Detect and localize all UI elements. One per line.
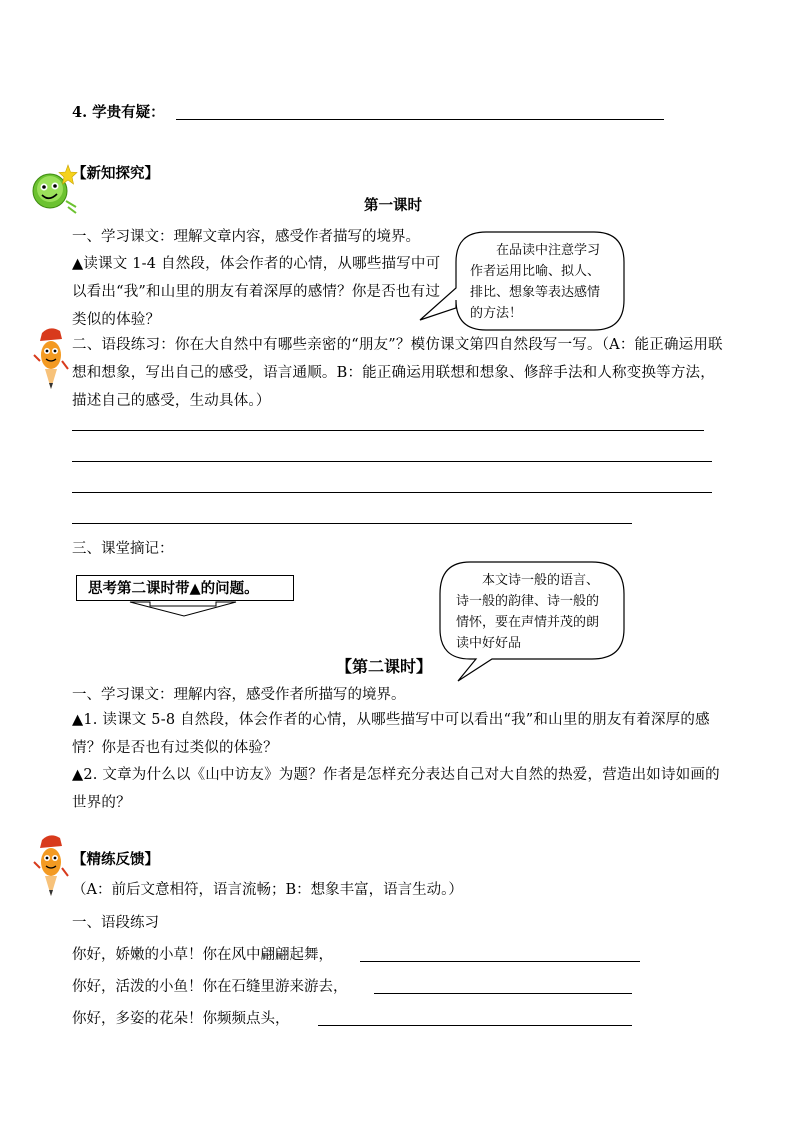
feedback-practice-1: 一、语段练习 [72, 915, 159, 931]
bubble-1-text: 在品读中注意学习作者运用比喻、拟人、排比、想象等表达感情的方法！ [470, 243, 601, 321]
practice-2-text: 二、语段练习：你在大自然中有哪些亲密的“朋友”？模仿课文第四自然段写一写。（A：能正确运用联想和想象，写出自己的感受，语言通顺。B：能正确运用联想和想象、修辞手法和人称变换等方法，描述自己的感受，生动具体。） [72, 337, 723, 409]
study-text-2: 一、学习课文：理解内容，感受作者所描写的境界。 [72, 687, 406, 703]
answer-line-1[interactable] [72, 430, 704, 431]
feedback-line-2: 你好，活泼的小鱼！你在石缝里游来游去， [72, 979, 348, 995]
question-a2: ▲2. 文章为什么以《山中访友》为题？作者是怎样充分表达自己对大自然的热爱，营造出如诗如画的世界的？ [72, 767, 720, 811]
lesson2-title: 【第二课时】 [336, 657, 433, 676]
feedback-criteria: （A：前后文意相符，语言流畅；B：想象丰富，语言生动。） [72, 882, 463, 898]
q4-label: 4. 学贵有疑： [72, 104, 165, 121]
feedback-heading: 【精练反馈】 [72, 851, 159, 868]
feedback-line-1: 你好，娇嫩的小草！你在风中翩翩起舞， [72, 947, 333, 963]
feedback-answer-line-3[interactable] [318, 1025, 632, 1026]
arrow-down-icon [128, 601, 238, 617]
new-knowledge-heading: 【新知探究】 [72, 165, 159, 182]
feedback-answer-line-1[interactable] [360, 961, 640, 962]
notes-3-label: 三、课堂摘记： [72, 541, 174, 557]
answer-line-2[interactable] [72, 461, 712, 462]
feedback-answer-line-2[interactable] [374, 993, 632, 994]
answer-line-4[interactable] [72, 523, 632, 524]
think-box-text: 思考第二课时带▲的问题。 [88, 580, 259, 597]
answer-line-3[interactable] [72, 492, 712, 493]
pencil-mascot-icon [30, 325, 70, 393]
lesson1-title: 第一课时 [364, 197, 422, 214]
read-1-4-question: ▲读课文 1-4 自然段，体会作者的心情，从哪些描写中可以看出“我”和山里的朋友有着深厚的感情？你是否也有过类似的体验？ [72, 256, 441, 328]
green-smiley-star-icon [28, 163, 78, 215]
question-a1: ▲1. 读课文 5-8 自然段，体会作者的心情，从哪些描写中可以看出“我”和山里的朋友有着深厚的感情？你是否也有过类似的体验？ [72, 712, 710, 756]
pencil-mascot-icon [30, 832, 70, 900]
study-text-1: 一、学习课文：理解文章内容，感受作者描写的境界。 [72, 229, 420, 245]
bubble-2-text: 本文诗一般的语言、诗一般的韵律、诗一般的情怀，要在声情并茂的朗读中好好品 [456, 573, 600, 651]
q4-answer-line[interactable] [176, 119, 664, 120]
feedback-line-3: 你好，多姿的花朵！你频频点头， [72, 1011, 290, 1027]
